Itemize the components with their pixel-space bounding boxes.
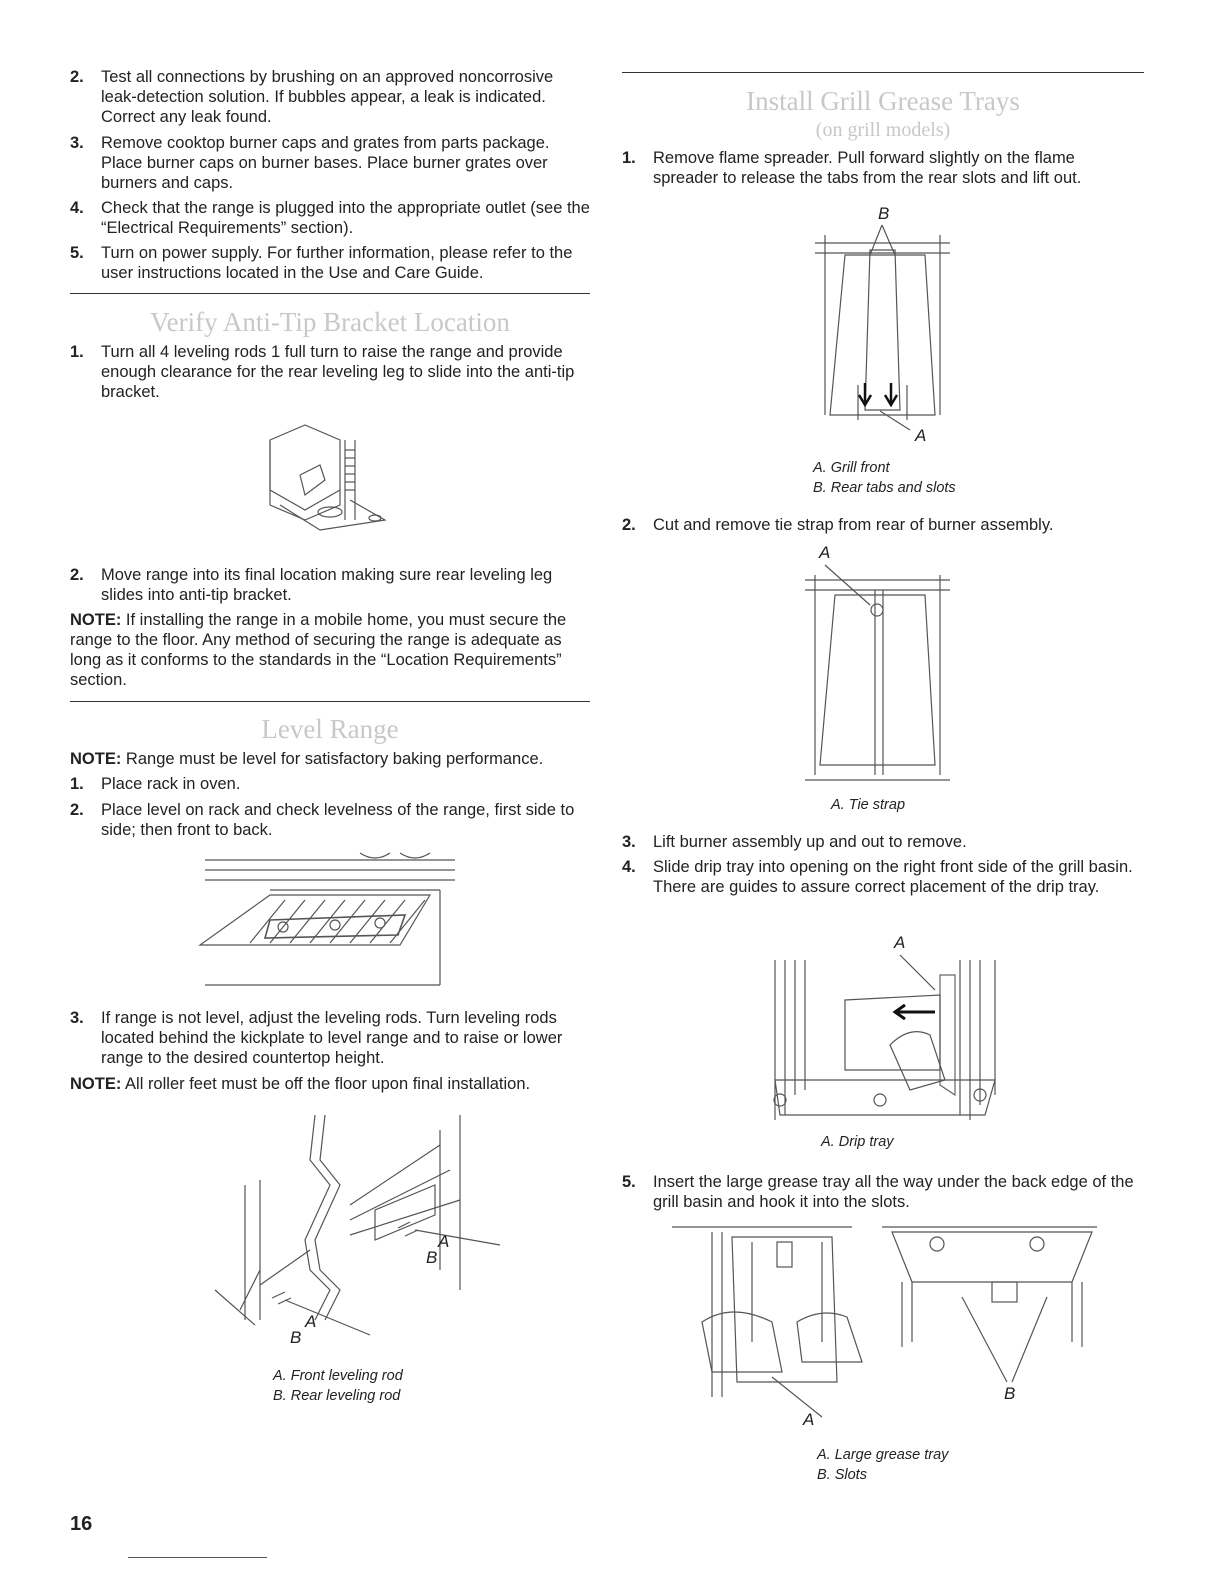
label-a-grill-front: A <box>915 426 927 445</box>
step-number: 1. <box>70 343 84 361</box>
step-number: 3. <box>622 833 636 851</box>
section-divider <box>70 293 590 294</box>
label-a-drip-tray: A <box>894 933 906 952</box>
label-a-tie-strap: A <box>819 543 831 562</box>
caption-drip-tray: A. Drip tray <box>821 1134 894 1150</box>
step-text: Place level on rack and check levelness of the range, first side to side; then front to back. <box>101 801 575 839</box>
footer-line <box>128 1557 267 1558</box>
step-number: 2. <box>70 566 84 584</box>
step-text: Insert the large grease tray all the way under the back edge of the grill basin and hook it into the slots. <box>653 1173 1134 1211</box>
step-number: 1. <box>622 149 636 167</box>
note-label: NOTE: <box>70 1075 122 1093</box>
note-text: All roller feet must be off the floor upon final installation. <box>121 1075 531 1093</box>
step-number: 1. <box>70 775 84 793</box>
oven-rack-level-illustration <box>200 845 450 995</box>
step-text: Cut and remove tie strap from rear of burner assembly. <box>653 516 1054 534</box>
note-label: NOTE: <box>70 750 122 768</box>
caption-front-leveling-rod: A. Front leveling rod <box>273 1368 403 1384</box>
antitip-heading: Verify Anti-Tip Bracket Location <box>150 307 510 337</box>
step-text: Remove flame spreader. Pull forward slightly on the flame spreader to release the tabs from the rear slots and lift out. <box>653 149 1082 187</box>
level-range-heading: Level Range <box>261 714 399 744</box>
step-text: If range is not level, adjust the leveling rods. Turn leveling rods located behind the kickplate to level range and to raise or lower range to the desired countertop height. <box>101 1009 563 1067</box>
step-number: 5. <box>622 1173 636 1191</box>
label-a-front: A <box>305 1312 317 1331</box>
step-text: Move range into its final location making sure rear leveling leg slides into anti-tip bracket. <box>101 566 553 604</box>
anti-tip-bracket-illustration <box>260 420 400 540</box>
tie-strap-illustration <box>805 565 950 780</box>
section-divider <box>70 701 590 702</box>
caption-grill-front: A. Grill front <box>813 460 890 476</box>
caption-slots: B. Slots <box>817 1467 867 1483</box>
step-text: Test all connections by brushing on an approved noncorrosive leak-detection solution. If bubbles appear, a leak is indicated. Correct any leak found. <box>101 68 554 126</box>
step-number: 5. <box>70 244 84 262</box>
step-number: 2. <box>70 68 84 86</box>
mobile-home-note <box>70 610 590 690</box>
step-number: 2. <box>70 801 84 819</box>
grease-trays-heading: Install Grill Grease Trays <box>746 86 1020 116</box>
grease-trays-subheading: (on grill models) <box>815 119 951 141</box>
label-b-front: B <box>290 1328 302 1347</box>
label-b-rear: B <box>426 1248 438 1267</box>
step-text: Turn all 4 leveling rods 1 full turn to raise the range and provide enough clearance for the rear leveling leg to slide into the anti-tip bracket. <box>101 343 575 401</box>
step-text: Remove cooktop burner caps and grates from parts package. Place burner caps on burner bases. Place burner grates over burners and caps. <box>101 134 550 192</box>
caption-large-grease-tray: A. Large grease tray <box>817 1447 949 1463</box>
step-text: Place rack in oven. <box>101 775 241 793</box>
step-number: 4. <box>622 858 636 876</box>
label-b-rear-tabs: B <box>878 204 890 223</box>
step-text: Turn on power supply. For further information, please refer to the user instructions located in the Use and Care Guide. <box>101 244 573 282</box>
flame-spreader-illustration <box>815 225 950 425</box>
large-grease-tray-illustration <box>672 1222 1097 1397</box>
roller-feet-note <box>70 1074 590 1094</box>
drip-tray-illustration <box>770 955 1000 1120</box>
step-number: 3. <box>70 134 84 152</box>
note-text: If installing the range in a mobile home, you must secure the range to the floor. Any method of securing the range is adequate as long as it conforms to the standards in the “Location Requirements” section. <box>70 611 567 689</box>
leveling-rods-illustration <box>200 1110 460 1340</box>
level-note <box>70 749 590 769</box>
note-text: Range must be level for satisfactory baking performance. <box>121 750 544 768</box>
label-b-slots: B <box>1004 1384 1016 1403</box>
page-number: 16 <box>70 1513 93 1535</box>
caption-rear-leveling-rod: B. Rear leveling rod <box>273 1388 401 1404</box>
step-text: Check that the range is plugged into the appropriate outlet (see the “Electrical Requirements” section). <box>101 199 590 237</box>
section-divider <box>622 72 1144 73</box>
step-text: Slide drip tray into opening on the right front side of the grill basin. There are guides to assure correct placement of the drip tray. <box>653 858 1133 896</box>
caption-tie-strap: A. Tie strap <box>831 797 906 813</box>
caption-rear-tabs: B. Rear tabs and slots <box>813 480 956 496</box>
label-a-grease-tray: A <box>803 1410 815 1429</box>
note-label: NOTE: <box>70 611 122 629</box>
label-a-rear: A <box>438 1232 450 1251</box>
step-text: Lift burner assembly up and out to remove. <box>653 833 967 851</box>
step-number: 4. <box>70 199 84 217</box>
step-number: 2. <box>622 516 636 534</box>
step-number: 3. <box>70 1009 84 1027</box>
